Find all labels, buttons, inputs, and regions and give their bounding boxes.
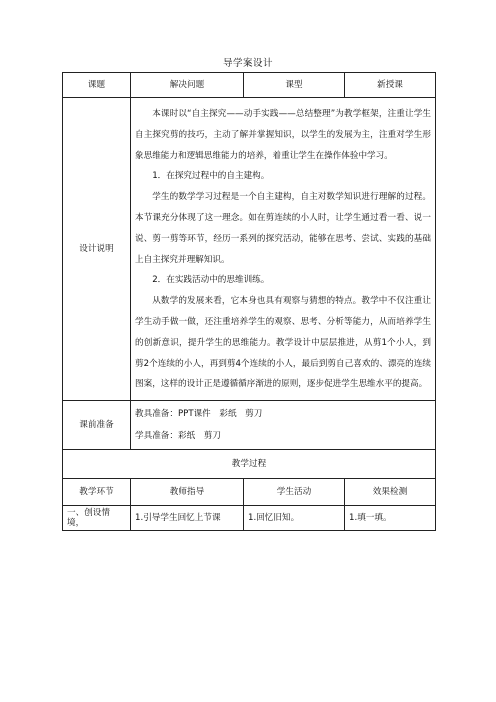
design-subheading: 2．在实践活动中的思维训练。 (152, 275, 270, 286)
student-materials: 学具准备：彩纸 剪刀 (135, 431, 221, 442)
lesson-plan-table (62, 72, 436, 531)
design-label: 设计说明 (63, 98, 131, 401)
design-content (131, 98, 436, 401)
type-label: 课型 (244, 73, 345, 98)
design-paragraph: 学生的数学学习过程是一个自主建构，自主对数学知识进行理解的过程。本节课充分体现了这一理念。如在剪连续的小人时，让学生通过看一看、说一说、剪一剪等环节，经历一系列的探究活动，能够在思考、尝试、实践的基础上自主探究并理解知识。 (135, 192, 431, 265)
design-paragraph: 本课时以“自主探究——动手实践——总结整理”为教学框架，注重让学生自主探究剪的技巧，主动了解并掌握知识，以学生的发展为主，注重对学生形象思维能力和逻辑思维能力的培养，着重让学生在操作体验中学习。 (135, 109, 431, 161)
effect-check-cell: 1.填一填。 (345, 506, 436, 531)
type-value: 新授课 (345, 73, 436, 98)
header-row (63, 73, 436, 98)
document-title: 导学案设计 (222, 58, 273, 69)
teacher-materials: 教具准备：PPT课件 彩纸 剪刀 (135, 409, 263, 420)
column-header: 效果检测 (345, 479, 436, 506)
stage-cell: 一、创设情境， (63, 506, 131, 531)
process-title-row (63, 450, 436, 479)
column-header: 学生活动 (244, 479, 345, 506)
design-subheading: 1．在探究过程中的自主建构。 (152, 171, 270, 182)
process-title: 教学过程 (63, 450, 436, 479)
column-header: 教师指导 (131, 479, 244, 506)
prep-label: 课前准备 (63, 401, 131, 450)
prep-content (131, 401, 436, 450)
column-header: 教学环节 (63, 479, 131, 506)
prep-row (63, 401, 436, 450)
table-row (63, 506, 436, 531)
topic-value: 解决问题 (131, 73, 244, 98)
topic-label: 课题 (63, 73, 131, 98)
process-header-row (63, 479, 436, 506)
design-row (63, 98, 436, 401)
teacher-guidance-cell: 1.引导学生回忆上节课 (131, 506, 244, 531)
student-activity-cell: 1.回忆旧知。 (244, 506, 345, 531)
design-paragraph: 从数学的发展来看，它本身也具有观察与猜想的特点。教学中不仅注重让学生动手做一做，还注重培养学生的观察、思考、分析等能力，从而培养学生的创新意识，提升学生的思维能力。教学设计中层层推进，从剪1个小人，到剪2个连续的小人，再到剪4个连续的小人，最后到剪自己喜欢的、漂亮的连续图案，这样的设计正是遵循循序渐进的原则，逐步促进学生思维水平的提高。 (135, 296, 431, 390)
